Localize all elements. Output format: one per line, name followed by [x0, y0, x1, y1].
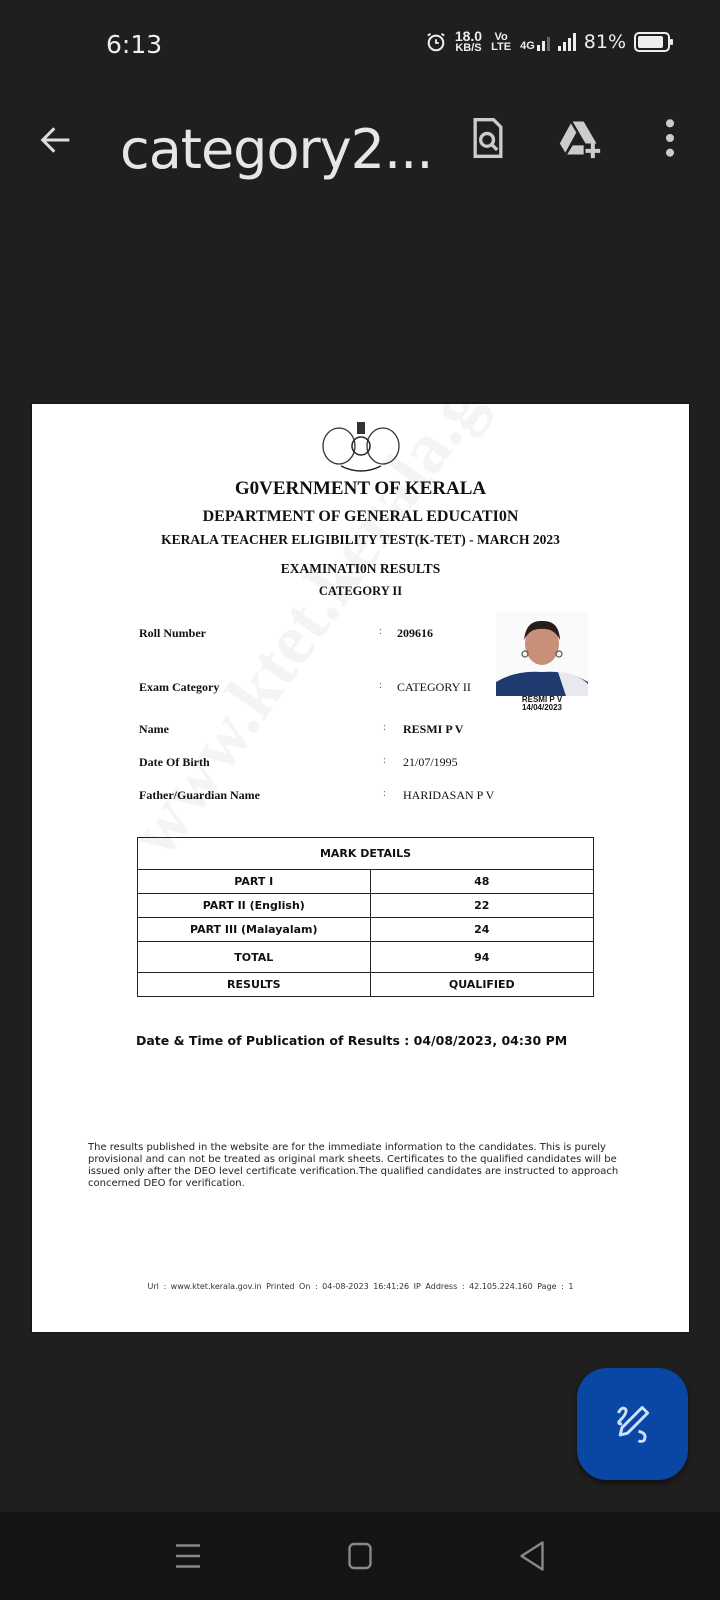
- candidate-photo: [496, 612, 588, 696]
- net-speed: 18.0 KB/S: [454, 28, 483, 54]
- status-bar: [0, 0, 720, 80]
- volte-icon: Vo LTE: [491, 30, 512, 53]
- back-triangle-icon[interactable]: [514, 1538, 550, 1574]
- find-in-document-icon[interactable]: [466, 116, 510, 160]
- header-results: EXAMINATI0N RESULTS: [280, 561, 441, 576]
- battery-icon: [634, 32, 670, 52]
- table-row: TOTAL 94: [138, 942, 594, 973]
- pdf-page[interactable]: G0VERNMENT OF KERALA DEPARTMENT OF GENERAL EDUCATI0N KERALA TEACHER ELIGIBILITY TEST(K-TET) - MARCH 2023 EXAMINATI0N RESULTS CATEGORY II Roll Number : 209616 Exam Category : CATEGORY II Name : RESMI P V Date Of Birth : 21/07/1995 Father/Guardian Name : HARIDASAN P V RESMI P V 14/04/2023 MARK DETAILS PART I 48 PART II (English) 22 PART III (Malayalam) 24 TOTAL 94 RESULTS QUALIFIED Date & Time of Publication of Results : 04/08/2023, 04:30 PM The results published in the website are for the immediate information to the candidates. This is purely provisional and can not be treated as original mark sheets. Certificates to the qualified candidates will be issued only after the DEO level certificate verification.The qualified candidates are instructed to approach concerned DEO for verification. Url : www.ktet.kerala.gov.in Printed On : 04-08-2023 16:41:26 IP Address : 42.105.224.160 Page : 1: [32, 404, 689, 1332]
- kerala-emblem-icon: [319, 418, 403, 474]
- header-government: G0VERNMENT OF KERALA: [234, 478, 487, 499]
- battery-percent: 81%: [583, 30, 626, 53]
- header-exam: KERALA TEACHER ELIGIBILITY TEST(K-TET) - MARCH 2023: [161, 532, 560, 547]
- home-square-icon[interactable]: [342, 1538, 378, 1574]
- alarm-icon: [425, 31, 447, 53]
- table-row: RESULTS QUALIFIED: [138, 973, 594, 997]
- header-department: DEPARTMENT OF GENERAL EDUCATI0N: [202, 508, 519, 525]
- annotate-fab-button[interactable]: [577, 1368, 688, 1480]
- table-row: PART II (English) 22: [138, 894, 594, 918]
- result-status: QUALIFIED: [370, 973, 593, 997]
- header-category: CATEGORY II: [318, 584, 403, 598]
- disclaimer-text: The results published in the website are for the immediate information to the candidates. This is purely provisional and can not be treated as original mark sheets. Certificates to the qualified candidates will be issued only after the DEO level certificate verification.The qualified candidates are instructed to approach concerned DEO for verification.: [88, 1142, 619, 1189]
- app-bar: [0, 100, 720, 200]
- clock: 6:13: [106, 30, 163, 59]
- publication-date: Date & Time of Publication of Results : 04/08/2023, 04:30 PM: [136, 1033, 568, 1048]
- table-row: PART I 48: [138, 870, 594, 894]
- add-to-drive-icon[interactable]: [558, 116, 602, 160]
- annotate-pen-icon: [611, 1402, 655, 1446]
- mark-details-table: [137, 837, 594, 997]
- mark-details-title: MARK DETAILS: [138, 838, 594, 870]
- system-nav-bar: [0, 1512, 720, 1600]
- table-row: PART III (Malayalam) 24: [138, 918, 594, 942]
- document-title: category2...: [120, 118, 433, 181]
- more-vertical-icon[interactable]: [648, 116, 692, 160]
- photo-caption: RESMI P V 14/04/2023: [521, 695, 563, 712]
- status-icons: [425, 30, 670, 53]
- signal-icon: [558, 33, 576, 51]
- back-arrow-icon[interactable]: [36, 120, 76, 160]
- mobile-data-4g-icon: 4G: [520, 33, 550, 51]
- recents-menu-icon[interactable]: [170, 1538, 206, 1574]
- page-footer: Url : www.ktet.kerala.gov.in Printed On : 04-08-2023 16:41:26 IP Address : 42.105.224.160 Page : 1: [147, 1282, 574, 1291]
